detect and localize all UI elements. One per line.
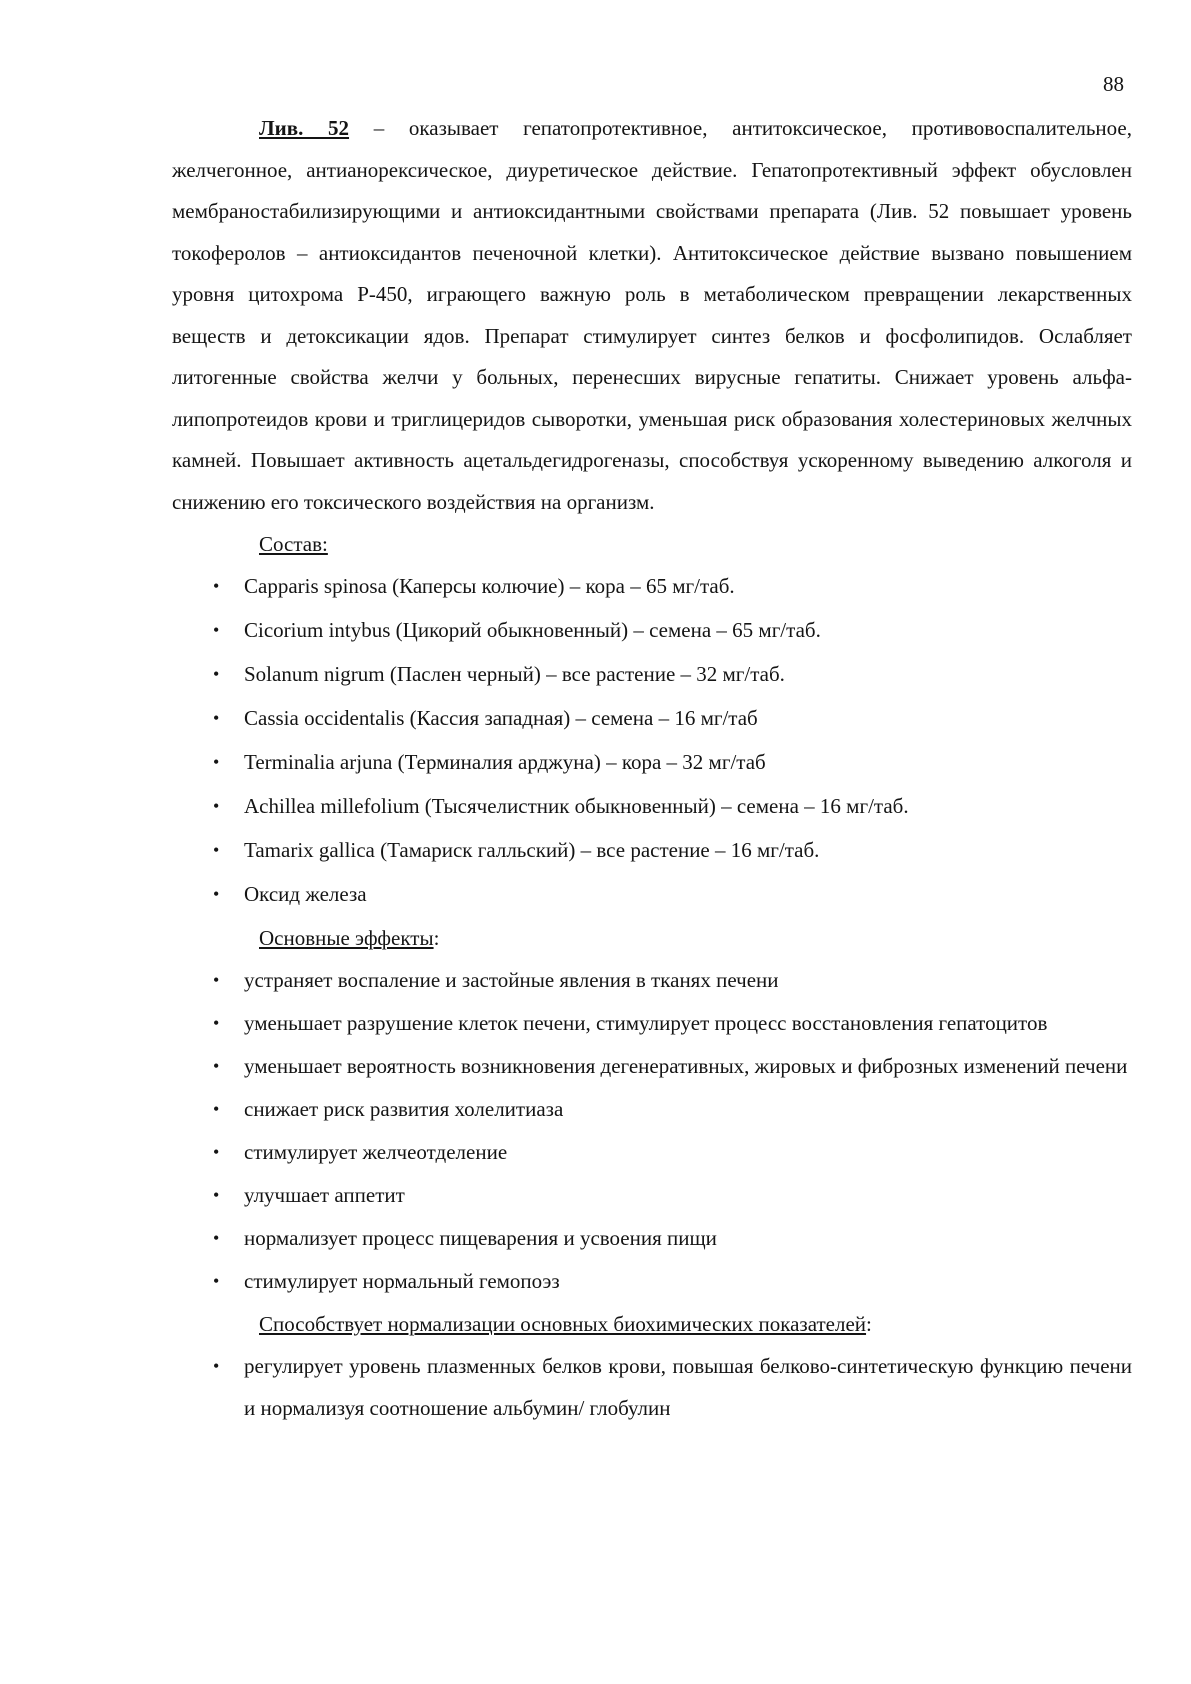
list-item-text: стимулирует нормальный гемопоэз xyxy=(244,1269,560,1293)
bullet-icon: • xyxy=(213,708,220,728)
list-item-text: Cicorium intybus (Цикорий обыкновенный) – семена – 65 мг/таб. xyxy=(244,618,821,642)
list-item-text: нормализует процесс пищеварения и усвоения пищи xyxy=(244,1226,717,1250)
biochem-heading-suffix: : xyxy=(866,1312,872,1336)
bullet-icon: • xyxy=(213,1185,220,1205)
list-item xyxy=(172,653,1132,696)
list-item-text: устраняет воспаление и застойные явления в тканях печени xyxy=(244,968,779,992)
bullet-icon: • xyxy=(213,796,220,816)
bullet-icon: • xyxy=(213,884,220,904)
bullet-icon: • xyxy=(213,970,220,990)
composition-list xyxy=(172,565,1132,916)
list-item-text: Оксид железа xyxy=(244,882,367,906)
list-item xyxy=(172,1217,1132,1259)
bullet-icon: • xyxy=(213,1271,220,1291)
biochem-heading-text: Способствует нормализации основных биохимических показателей xyxy=(259,1312,867,1336)
list-item xyxy=(172,959,1132,1001)
bullet-icon: • xyxy=(213,1142,220,1162)
bullet-icon: • xyxy=(213,1099,220,1119)
list-item xyxy=(172,609,1132,652)
list-item-text: Tamarix gallica (Тамариск галльский) – все растение – 16 мг/таб. xyxy=(244,838,820,862)
bullet-icon: • xyxy=(213,1228,220,1248)
page-number: 88 xyxy=(1103,72,1124,96)
list-item xyxy=(172,1088,1132,1130)
list-item-text: Terminalia arjuna (Терминалия арджуна) – кора – 32 мг/таб xyxy=(244,750,766,774)
intro-paragraph xyxy=(172,108,1132,523)
list-item-text: стимулирует желчеотделение xyxy=(244,1140,508,1164)
list-item xyxy=(172,565,1132,608)
bullet-icon: • xyxy=(213,664,220,684)
list-item-text: Cassia occidentalis (Кассия западная) – семена – 16 мг/таб xyxy=(244,706,758,730)
list-item-text: уменьшает разрушение клеток печени, стимулирует процесс восстановления гепатоцитов xyxy=(244,1011,1048,1035)
effects-list xyxy=(172,959,1132,1302)
list-item xyxy=(172,1260,1132,1302)
list-item-text: Capparis spinosa (Каперсы колючие) – кора – 65 мг/таб. xyxy=(244,574,735,598)
list-item-text: уменьшает вероятность возникновения дегенеративных, жировых и фиброзных изменений печени xyxy=(244,1054,1128,1078)
biochem-heading xyxy=(172,1303,1132,1345)
list-item-text: регулирует уровень плазменных белков крови, повышая белково-синтетическую функцию печени и нормализуя соотношение альбумин/ глобулин xyxy=(244,1354,1132,1420)
bullet-icon: • xyxy=(213,840,220,860)
list-item-text: Solanum nigrum (Паслен черный) – все растение – 32 мг/таб. xyxy=(244,662,785,686)
list-item xyxy=(172,1045,1132,1087)
effects-heading-text: Основные эффекты xyxy=(259,926,434,950)
bullet-icon: • xyxy=(213,620,220,640)
list-item xyxy=(172,873,1132,916)
effects-heading xyxy=(172,917,1132,959)
list-item xyxy=(172,1131,1132,1173)
biochem-list xyxy=(172,1345,1132,1429)
list-item-text: Achillea millefolium (Тысячелистник обыкновенный) – семена – 16 мг/таб. xyxy=(244,794,909,818)
list-item xyxy=(172,829,1132,872)
list-item-text: улучшает аппетит xyxy=(244,1183,405,1207)
bullet-icon: • xyxy=(213,752,220,772)
page-content xyxy=(172,108,1132,1430)
drug-name: Лив. 52 xyxy=(259,116,350,140)
composition-heading xyxy=(172,523,1132,565)
list-item xyxy=(172,697,1132,740)
effects-heading-suffix: : xyxy=(433,926,440,950)
list-item xyxy=(172,1174,1132,1216)
intro-text: – оказывает гепатопротективное, антитоксическое, противовоспалительное, желчегонное, антианорексическое, диуретическое действие. Гепатопротективный эффект обусловлен мембраностабилизирующими и антиоксидантными свойствами препарата (Лив. 52 повышает уровень токоферолов – антиоксидантов печеночной клетки). Антитоксическое действие вызвано повышением уровня цитохрома Р-450, играющего важную роль в метаболическом превращении лекарственных веществ и детоксикации ядов. Препарат стимулирует синтез белков и фосфолипидов. Ослабляет литогенные свойства желчи у больных, перенесших вирусные гепатиты. Снижает уровень альфа-липопротеидов крови и триглицеридов сыворотки, уменьшая риск образования холестериновых желчных камней. Повышает активность ацетальдегидрогеназы, способствуя ускоренному выведению алкоголя и снижению его токсического воздействия на организм. xyxy=(172,116,1133,514)
bullet-icon: • xyxy=(213,1013,220,1033)
bullet-icon: • xyxy=(213,576,220,596)
bullet-icon: • xyxy=(213,1056,220,1076)
list-item xyxy=(172,1345,1132,1429)
list-item xyxy=(172,785,1132,828)
composition-heading-text: Состав: xyxy=(259,532,328,556)
bullet-icon: • xyxy=(213,1356,220,1376)
list-item-text: снижает риск развития холелитиаза xyxy=(244,1097,564,1121)
list-item xyxy=(172,741,1132,784)
list-item xyxy=(172,1002,1132,1044)
